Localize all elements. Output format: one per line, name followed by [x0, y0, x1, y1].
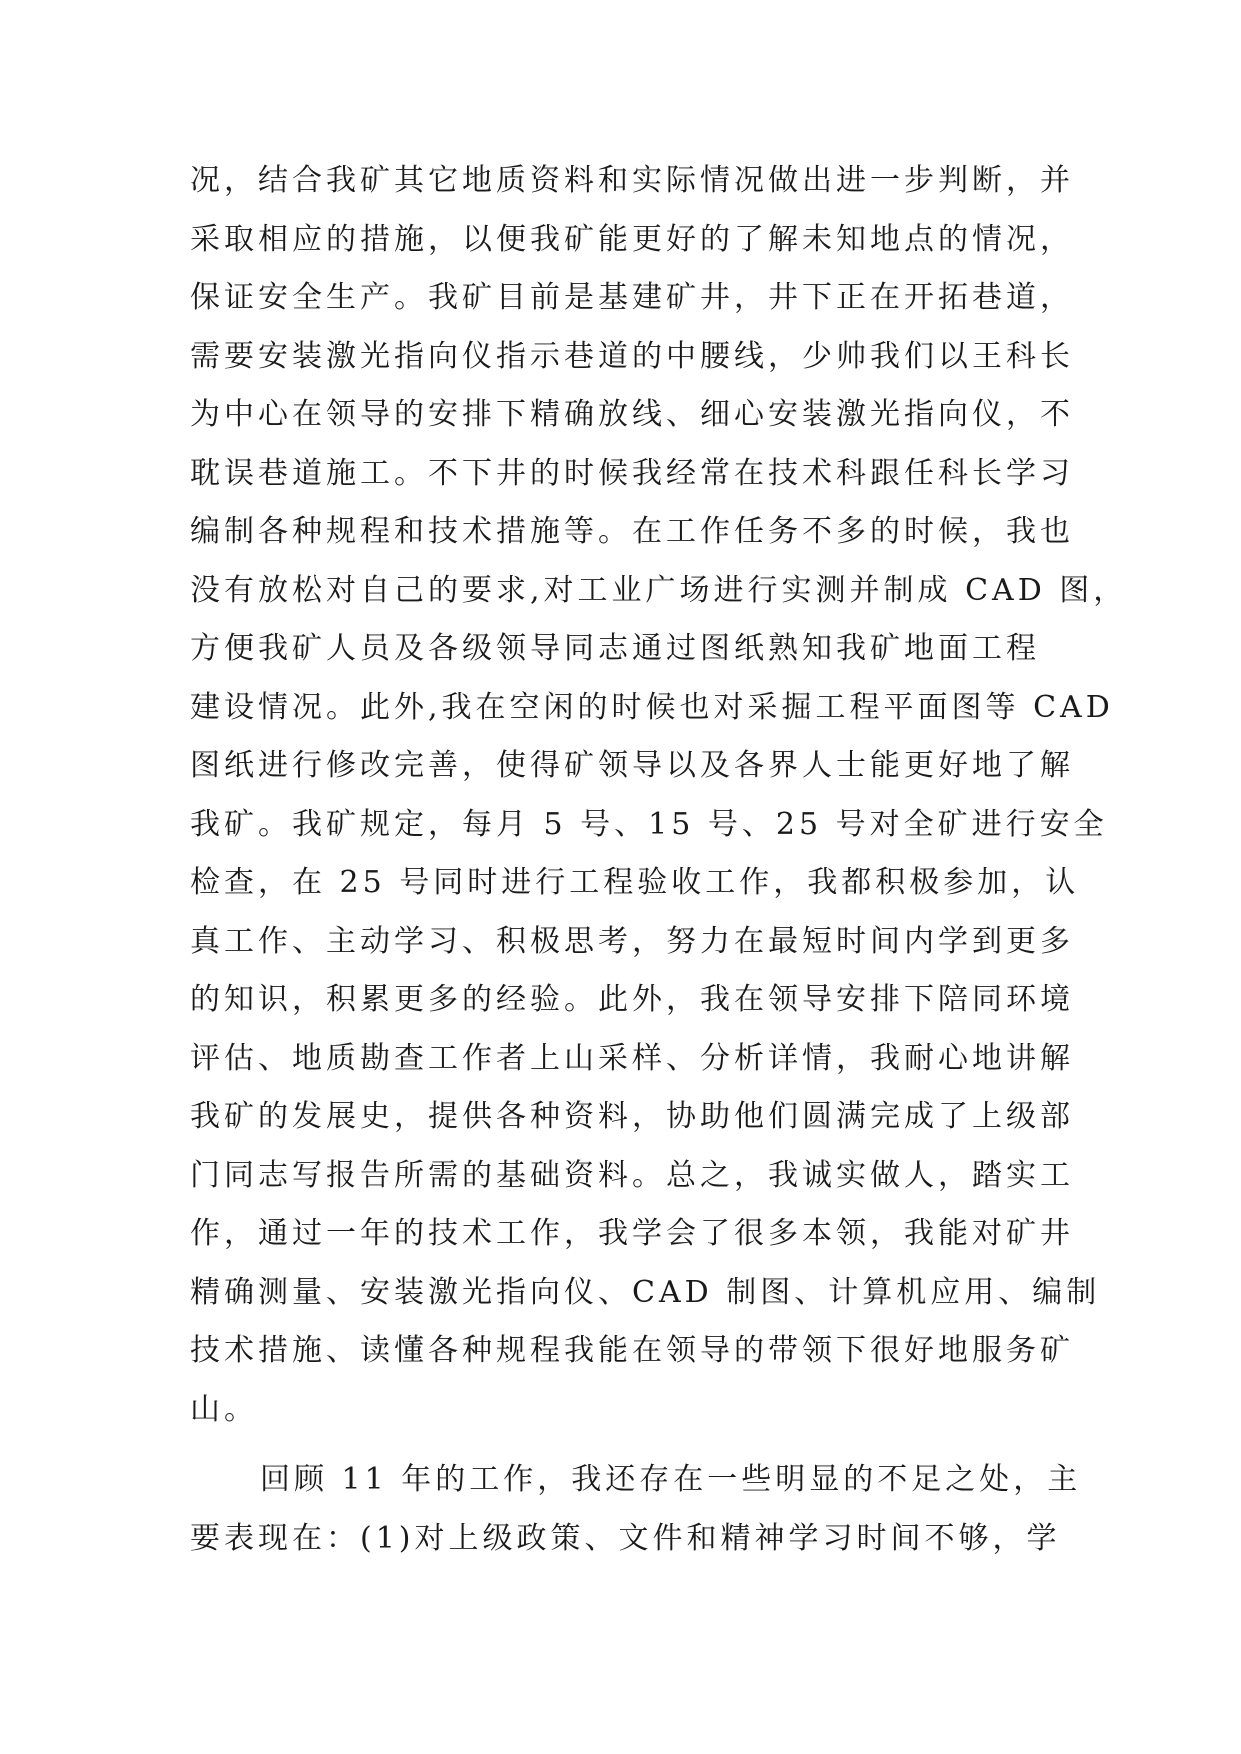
text-line: 我矿的发展史，提供各种资料，协助他们圆满完成了上级部 — [190, 1099, 1074, 1134]
text-line: 评估、地质勘查工作者上山采样、分析详情，我耐心地讲解 — [190, 1040, 1074, 1076]
text-line: 采取相应的措施，以便我矿能更好的了解未知地点的情况， — [190, 221, 1074, 257]
text-line: 建设情况。此外,我在空闲的时候也对采掘工程平面图等 CAD — [190, 689, 1114, 725]
text-line: 山。 — [190, 1391, 258, 1427]
text-line: 的知识，积累更多的经验。此外，我在领导安排下陪同环境 — [190, 982, 1074, 1017]
paragraph-2 — [190, 1451, 1082, 1568]
text-line: 保证安全生产。我矿目前是基建矿井，井下正在开拓巷道， — [190, 280, 1074, 315]
text-line: 需要安装激光指向仪指示巷道的中腰线，少帅我们以王科长 — [190, 338, 1074, 374]
text-line: 况，结合我矿其它地质资料和实际情况做出进一步判断，并 — [190, 163, 1074, 198]
text-line: 为中心在领导的安排下精确放线、细心安装激光指向仪，不 — [190, 397, 1074, 432]
text-line: 我矿。我矿规定，每月 5 号、15 号、25 号对全矿进行安全 — [190, 806, 1108, 842]
body-text — [190, 152, 1128, 1568]
text-line: 耽误巷道施工。不下井的时候我经常在技术科跟任科长学习 — [190, 455, 1074, 491]
text-line: 要表现在：(1)对上级政策、文件和精神学习时间不够，学 — [190, 1520, 1061, 1556]
text-line: 技术措施、读懂各种规程我能在领导的带领下很好地服务矿 — [190, 1333, 1074, 1368]
text-line: 精确测量、安装激光指向仪、CAD 制图、计算机应用、编制 — [190, 1274, 1101, 1310]
text-line: 真工作、主动学习、积极思考，努力在最短时间内学到更多 — [190, 923, 1074, 959]
text-line: 方便我矿人员及各级领导同志通过图纸熟知我矿地面工程 — [190, 631, 1040, 666]
text-line: 作，通过一年的技术工作，我学会了很多本领，我能对矿井 — [190, 1216, 1074, 1251]
text-line: 图纸进行修改完善，使得矿领导以及各界人士能更好地了解 — [190, 748, 1074, 783]
paragraph-spacer — [190, 1439, 1070, 1451]
text-line: 门同志写报告所需的基础资料。总之，我诚实做人，踏实工 — [190, 1157, 1074, 1193]
paragraph-1 — [190, 152, 1128, 1439]
text-line: 编制各种规程和技术措施等。在工作任务不多的时候，我也 — [190, 514, 1074, 549]
text-line: 没有放松对自己的要求,对工业广场进行实测并制成 CAD 图， — [190, 572, 1128, 608]
text-line: 检查，在 25 号同时进行工程验收工作，我都积极参加，认 — [190, 865, 1080, 900]
text-line: 回顾 11 年的工作，我还存在一些明显的不足之处，主 — [260, 1462, 1082, 1497]
